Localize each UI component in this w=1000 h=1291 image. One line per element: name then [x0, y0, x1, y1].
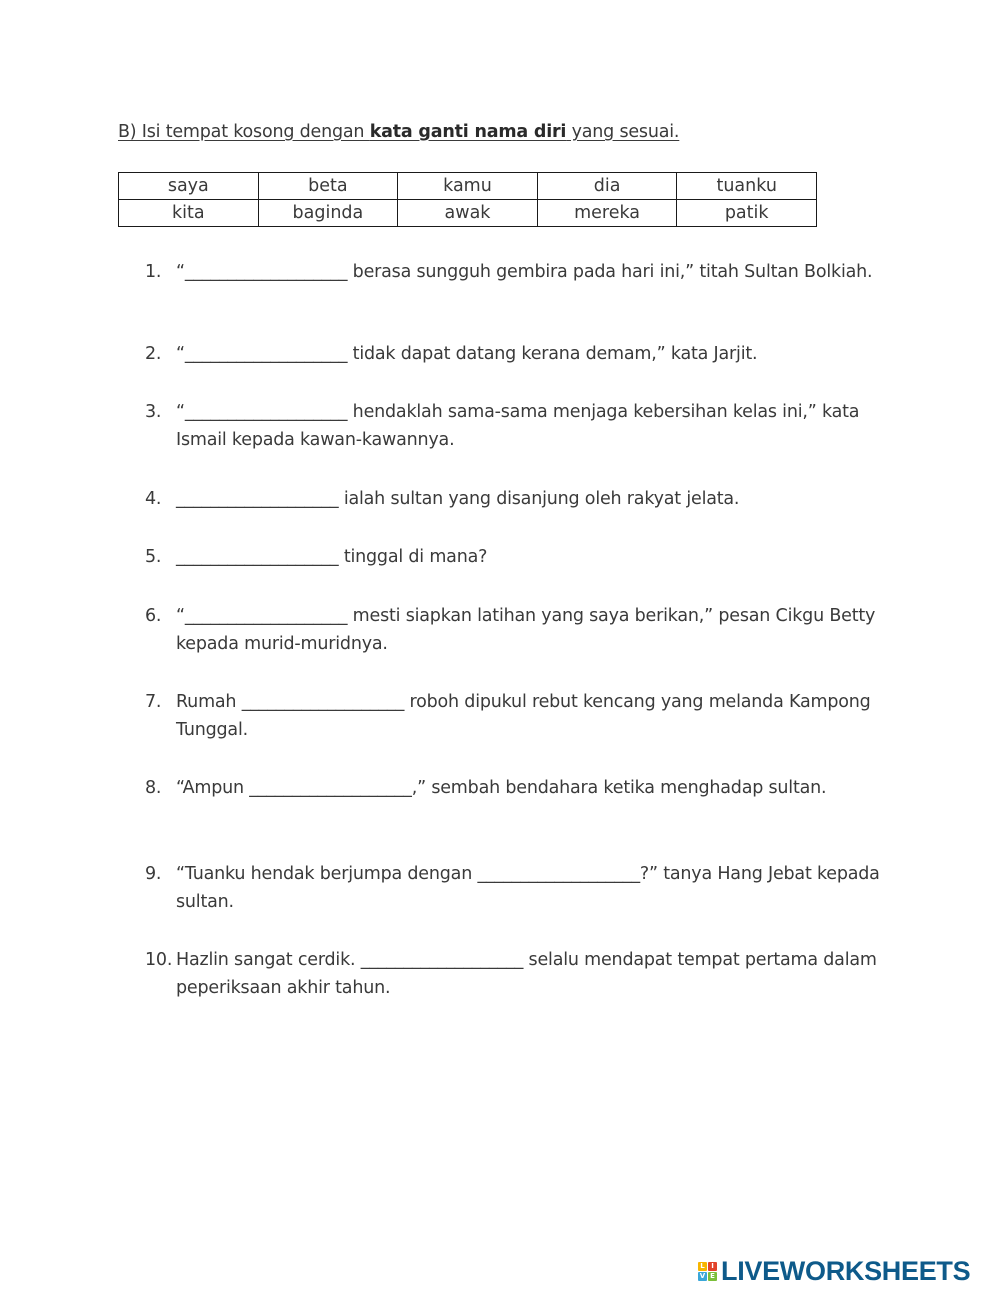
word-bank-cell: dia — [537, 173, 677, 200]
question-item — [145, 543, 905, 571]
question-number: 6. — [145, 606, 162, 626]
question-number: 3. — [145, 402, 162, 422]
word-bank-cell: beta — [258, 173, 398, 200]
instruction-bold-term: kata ganti nama diri — [369, 122, 567, 142]
word-bank-row — [119, 200, 817, 227]
instruction-prefix: B) Isi tempat kosong dengan — [118, 122, 370, 142]
question-number: 4. — [145, 489, 162, 509]
logo-mark-tile: L — [698, 1262, 707, 1271]
question-text[interactable]: “Tuanku hendak berjumpa dengan ___________________?” tanya Hang Jebat kepada sultan. — [176, 864, 886, 912]
question-number: 10. — [145, 950, 173, 970]
question-text[interactable]: “___________________ mesti siapkan latihan yang saya berikan,” pesan Cikgu Betty kepada murid-muridnya. — [176, 606, 881, 654]
word-bank-cell: mereka — [537, 200, 677, 227]
question-text[interactable]: Hazlin sangat cerdik. ___________________ selalu mendapat tempat pertama dalam peperiksaan akhir tahun. — [176, 950, 883, 998]
question-text[interactable]: “___________________ berasa sungguh gembira pada hari ini,” titah Sultan Bolkiah. — [176, 262, 873, 282]
question-number: 5. — [145, 547, 162, 567]
question-number: 2. — [145, 344, 162, 364]
question-text[interactable]: ___________________ ialah sultan yang disanjung oleh rakyat jelata. — [176, 489, 740, 509]
question-text[interactable]: “___________________ tidak dapat datang kerana demam,” kata Jarjit. — [176, 344, 758, 364]
instruction-suffix: yang sesuai. — [566, 122, 680, 142]
question-item — [145, 688, 905, 744]
question-text[interactable]: “___________________ hendaklah sama-sama menjaga kebersihan kelas ini,” kata Ismail kepada kawan-kawannya. — [176, 402, 865, 450]
question-item — [145, 774, 905, 802]
word-bank-cell: awak — [398, 200, 538, 227]
word-bank-cell: kamu — [398, 173, 538, 200]
word-bank-row — [119, 173, 817, 200]
question-item — [145, 340, 905, 368]
word-bank-cell: baginda — [258, 200, 398, 227]
question-text[interactable]: “Ampun ___________________,” sembah bendahara ketika menghadap sultan. — [176, 778, 827, 798]
logo-mark-icon — [698, 1262, 717, 1281]
question-number: 8. — [145, 778, 162, 798]
question-item — [145, 602, 905, 658]
logo-mark-tile: E — [708, 1272, 717, 1281]
question-item — [145, 946, 905, 1002]
question-text[interactable]: ___________________ tinggal di mana? — [176, 547, 488, 567]
word-bank-cell: tuanku — [677, 173, 817, 200]
instruction-heading — [118, 120, 679, 144]
logo-mark-tile: V — [699, 1271, 706, 1280]
logo-mark-tile: I — [708, 1262, 717, 1271]
word-bank-cell: kita — [119, 200, 259, 227]
question-number: 1. — [145, 262, 162, 282]
question-item — [145, 258, 905, 286]
question-text[interactable]: Rumah ___________________ roboh dipukul rebut kencang yang melanda Kampong Tunggal. — [176, 692, 876, 740]
liveworksheets-logo — [698, 1256, 970, 1286]
word-bank-table — [118, 172, 817, 227]
question-item — [145, 860, 905, 916]
question-number: 9. — [145, 864, 162, 884]
word-bank-cell: saya — [119, 173, 259, 200]
question-number: 7. — [145, 692, 162, 712]
question-item — [145, 485, 905, 513]
question-item — [145, 398, 905, 454]
word-bank-cell: patik — [677, 200, 817, 227]
logo-wordmark: LIVEWORKSHEETS — [721, 1256, 971, 1286]
